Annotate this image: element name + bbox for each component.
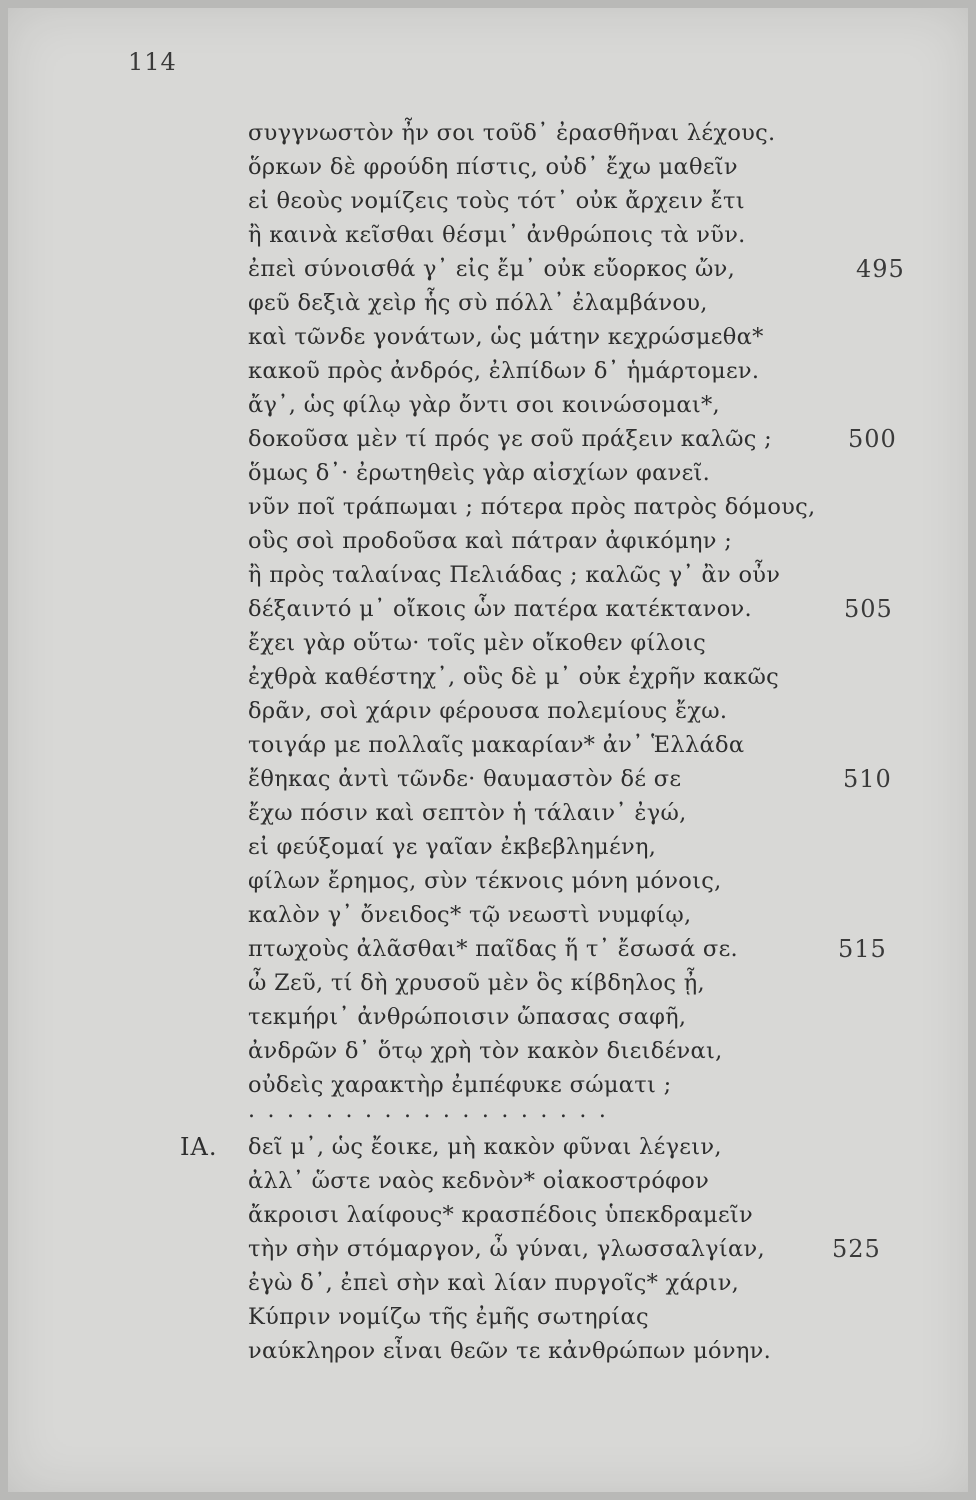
line-number: 505 xyxy=(844,595,893,623)
lacuna-dots: ................... xyxy=(248,1098,619,1123)
verse-line: νῦν ποῖ τράπωμαι ; πότερα πρὸς πατρὸς δόμους, xyxy=(248,494,816,520)
verse-line: δοκοῦσα μὲν τί πρός γε σοῦ πράξειν καλῶς ; xyxy=(248,426,773,452)
verse-line: ἄγ᾽, ὡς φίλῳ γὰρ ὄντι σοι κοινώσομαι*, xyxy=(248,392,720,418)
verse-line: πτωχοὺς ἀλᾶσθαι* παῖδας ἥ τ᾽ ἔσωσά σε. xyxy=(248,936,738,962)
verse-line: οὐδεὶς χαρακτὴρ ἐμπέφυκε σώματι ; xyxy=(248,1072,672,1098)
line-number: 500 xyxy=(848,425,897,453)
line-number: 515 xyxy=(838,935,887,963)
verse-line: εἰ θεοὺς νομίζεις τοὺς τότ᾽ οὐκ ἄρχειν ἔτι xyxy=(248,188,745,214)
verse-line: ἔθηκας ἀντὶ τῶνδε· θαυμαστὸν δέ σε xyxy=(248,766,682,792)
verse-line: ὦ Ζεῦ, τί δὴ χρυσοῦ μὲν ὃς κίβδηλος ᾖ, xyxy=(248,970,705,996)
verse-line: καλὸν γ᾽ ὄνειδος* τῷ νεωστὶ νυμφίῳ, xyxy=(248,902,692,928)
verse-line: κακοῦ πρὸς ἀνδρός, ἐλπίδων δ᾽ ἡμάρτομεν. xyxy=(248,358,760,384)
verse-line: συγγνωστὸν ἦν σοι τοῦδ᾽ ἐρασθῆναι λέχους. xyxy=(248,120,776,146)
verse-line: δρᾶν, σοὶ χάριν φέρουσα πολεμίους ἔχω. xyxy=(248,698,728,724)
verse-line: δεῖ μ᾽, ὡς ἔοικε, μὴ κακὸν φῦναι λέγειν, xyxy=(248,1134,722,1160)
verse-line: οὓς σοὶ προδοῦσα καὶ πάτραν ἀφικόμην ; xyxy=(248,528,733,554)
verse-line: ἄκροισι λαίφους* κρασπέδοις ὑπεκδραμεῖν xyxy=(248,1202,754,1228)
line-number: 510 xyxy=(843,765,892,793)
verse-line: ἐχθρὰ καθέστηχ᾽, οὓς δὲ μ᾽ οὐκ ἐχρῆν κακῶς xyxy=(248,664,780,690)
line-number: 525 xyxy=(832,1235,881,1263)
verse-line: ἀνδρῶν δ᾽ ὅτῳ χρὴ τὸν κακὸν διειδέναι, xyxy=(248,1038,723,1064)
verse-line: ἐγὼ δ᾽, ἐπεὶ σὴν καὶ λίαν πυργοῖς* χάριν, xyxy=(248,1270,740,1296)
verse-line: ναύκληρον εἶναι θεῶν τε κἀνθρώπων μόνην. xyxy=(248,1338,772,1364)
verse-line: ὅμως δ᾽· ἐρωτηθεὶς γὰρ αἰσχίων φανεῖ. xyxy=(248,460,711,486)
verse-line: Κύπριν νομίζω τῆς ἐμῆς σωτηρίας xyxy=(248,1304,649,1330)
verse-line: ἢ καινὰ κεῖσθαι θέσμι᾽ ἀνθρώποις τὰ νῦν. xyxy=(248,222,746,248)
verse-line: τεκμήρι᾽ ἀνθρώποισιν ὤπασας σαφῆ, xyxy=(248,1004,687,1030)
verse-line: φίλων ἔρημος, σὺν τέκνοις μόνη μόνοις, xyxy=(248,868,722,894)
verse-line: ἔχει γὰρ οὕτω· τοῖς μὲν οἴκοθεν φίλοις xyxy=(248,630,706,656)
verse-line: ἀλλ᾽ ὥστε ναὸς κεδνὸν* οἰακοστρόφον xyxy=(248,1168,710,1194)
verse-line: τοιγάρ με πολλαῖς μακαρίαν* ἀν᾽ Ἑλλάδα xyxy=(248,732,745,758)
page-number: 114 xyxy=(128,48,177,76)
verse-line: ὅρκων δὲ φρούδη πίστις, οὐδ᾽ ἔχω μαθεῖν xyxy=(248,154,738,180)
verse-line: καὶ τῶνδε γονάτων, ὡς μάτην κεχρώσμεθα* xyxy=(248,324,764,350)
verse-line: τὴν σὴν στόμαργον, ὦ γύναι, γλωσσαλγίαν, xyxy=(248,1236,765,1262)
line-number: 495 xyxy=(856,255,905,283)
verse-line: ἢ πρὸς ταλαίνας Πελιάδας ; καλῶς γ᾽ ἂν οὖν xyxy=(248,562,781,588)
verse-line: δέξαιντό μ᾽ οἴκοις ὧν πατέρα κατέκτανον. xyxy=(248,596,752,622)
verse-line: εἰ φεύξομαί γε γαῖαν ἐκβεβλημένη, xyxy=(248,834,657,860)
verse-line: φεῦ δεξιὰ χεὶρ ἧς σὺ πόλλ᾽ ἐλαμβάνου, xyxy=(248,290,708,316)
verse-line: ἔχω πόσιν καὶ σεπτὸν ἡ τάλαιν᾽ ἐγώ, xyxy=(248,800,687,826)
verse-line: ἐπεὶ σύνοισθά γ᾽ εἰς ἔμ᾽ οὐκ εὔορκος ὤν, xyxy=(248,256,736,282)
speaker-label: ΙΑ. xyxy=(180,1133,218,1161)
